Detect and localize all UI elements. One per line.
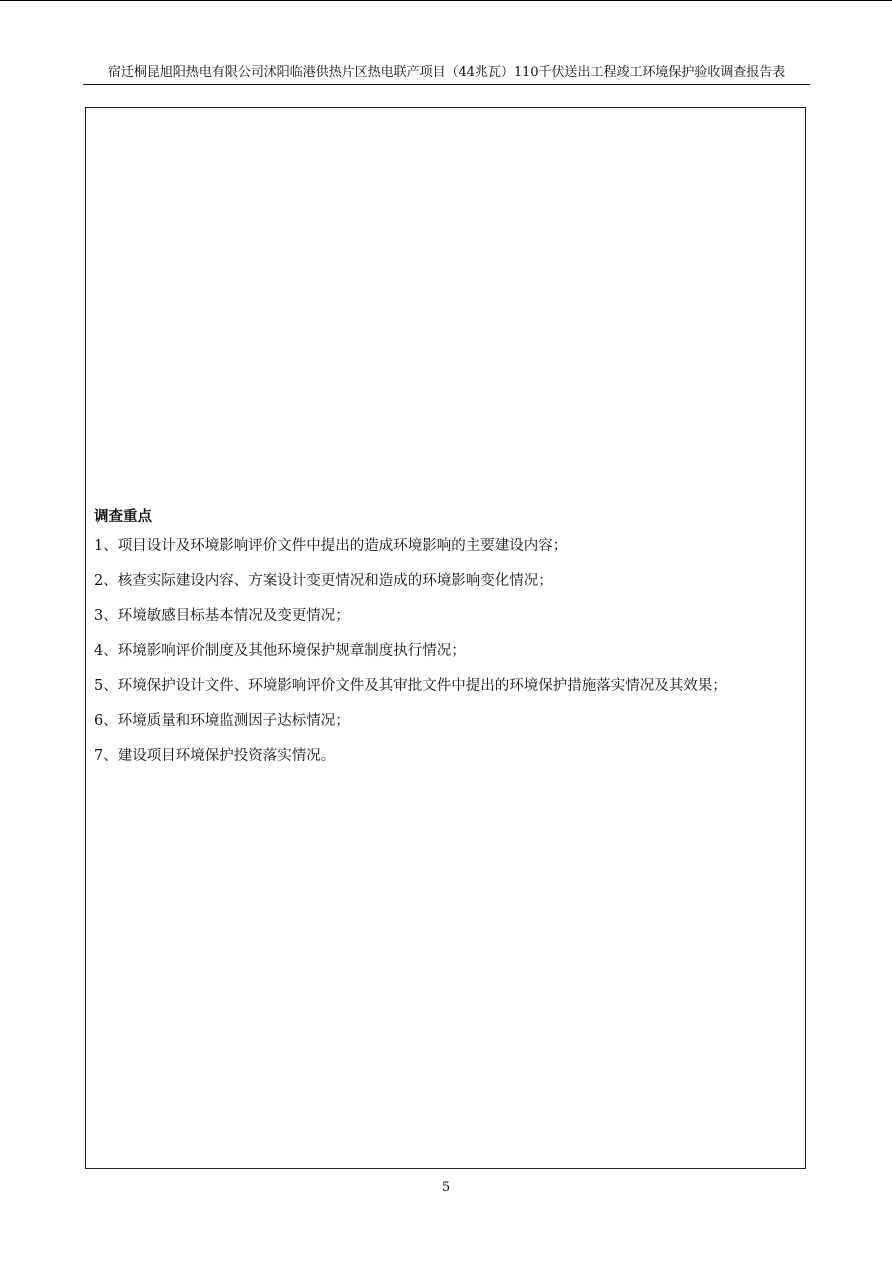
header-rule xyxy=(83,84,810,85)
page-number: 5 xyxy=(441,1180,451,1195)
list-item: 4、环境影响评价制度及其他环境保护规章制度执行情况； xyxy=(94,643,466,659)
list-item: 5、环境保护设计文件、环境影响评价文件及其审批文件中提出的环境保护措施落实情况及其效果； xyxy=(94,678,727,694)
running-header: 宿迁桐昆旭阳热电有限公司沭阳临港供热片区热电联产项目（44兆瓦）110千伏送出工程竣工环境保护验收调查报告表 xyxy=(107,65,786,80)
list-item: 2、核查实际建设内容、方案设计变更情况和造成的环境影响变化情况； xyxy=(94,573,553,589)
list-item: 6、环境质量和环境监测因子达标情况； xyxy=(94,713,350,729)
page-top-border xyxy=(0,0,892,1)
list-item: 3、环境敏感目标基本情况及变更情况； xyxy=(94,608,350,624)
list-item: 1、项目设计及环境影响评价文件中提出的造成环境影响的主要建设内容； xyxy=(94,538,568,554)
section-title: 调查重点 xyxy=(94,508,152,525)
list-item: 7、建设项目环境保护投资落实情况。 xyxy=(94,748,336,764)
content-table-cell xyxy=(85,107,806,1169)
